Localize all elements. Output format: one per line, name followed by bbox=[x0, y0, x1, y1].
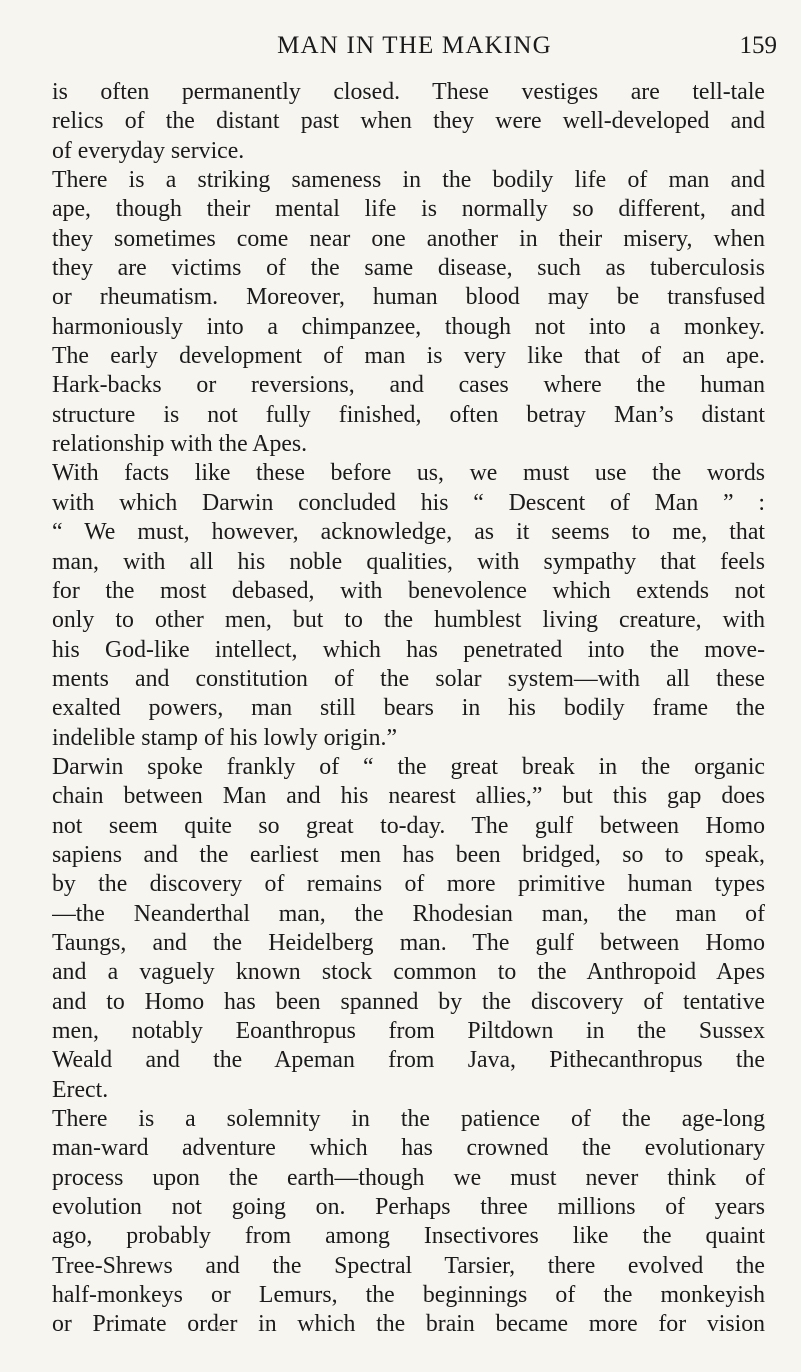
text-line: man-ward adventure which has crowned the evolutionary bbox=[52, 1135, 765, 1162]
text-line: ago, probably from among Insectivores like the quaint bbox=[52, 1223, 765, 1250]
text-line: Darwin spoke frankly of “ the great break in the organic bbox=[52, 753, 765, 780]
text-line: There is a solemnity in the patience of the age-long bbox=[52, 1106, 765, 1133]
printer-mark-icon bbox=[216, 1326, 224, 1332]
text-line: indelible stamp of his lowly origin.” bbox=[52, 724, 398, 751]
text-line: man, with all his noble qualities, with sympathy that feels bbox=[52, 548, 765, 575]
text-line: sapiens and the earliest men has been bridged, so to speak, bbox=[52, 841, 765, 868]
text-line: “ We must, however, acknowledge, as it seems to me, that bbox=[52, 519, 765, 546]
text-line: and a vaguely known stock common to the Anthropoid Apes bbox=[52, 959, 765, 986]
text-line: or Primate order in which the brain became more for vision bbox=[52, 1311, 765, 1338]
text-line: ape, though their mental life is normally so different, and bbox=[52, 196, 765, 223]
text-line: chain between Man and his nearest allies,” but this gap does bbox=[52, 783, 765, 810]
running-head bbox=[52, 28, 777, 68]
text-line: they sometimes come near one another in their misery, when bbox=[52, 225, 765, 252]
text-line: —the Neanderthal man, the Rhodesian man, the man of bbox=[52, 900, 765, 927]
body-text bbox=[52, 78, 765, 1340]
text-line: relationship with the Apes. bbox=[52, 431, 308, 458]
text-line: Taungs, and the Heidelberg man. The gulf between Homo bbox=[52, 929, 765, 956]
text-line: The early development of man is very like that of an ape. bbox=[52, 343, 765, 370]
text-line: of everyday service. bbox=[52, 137, 245, 164]
text-line: half-monkeys or Lemurs, the beginnings of the monkeyish bbox=[52, 1282, 765, 1309]
text-line: exalted powers, man still bears in his bodily frame the bbox=[52, 695, 765, 722]
text-line: only to other men, but to the humblest living creature, with bbox=[52, 607, 765, 634]
page-number: 159 bbox=[739, 32, 777, 59]
text-line: they are victims of the same disease, such as tuberculosis bbox=[52, 255, 765, 282]
text-line: and to Homo has been spanned by the discovery of tentative bbox=[52, 988, 765, 1015]
text-line: is often permanently closed. These vestiges are tell-tale bbox=[52, 79, 765, 105]
text-line: Weald and the Apeman from Java, Pithecanthropus the bbox=[52, 1047, 765, 1074]
text-line: evolution not going on. Perhaps three millions of years bbox=[52, 1194, 765, 1221]
text-line: for the most debased, with benevolence which extends not bbox=[52, 577, 765, 604]
text-line: relics of the distant past when they were well-developed and bbox=[52, 108, 765, 135]
text-line: Tree-Shrews and the Spectral Tarsier, there evolved the bbox=[52, 1252, 765, 1279]
text-line: not seem quite so great to-day. The gulf between Homo bbox=[52, 812, 765, 839]
text-line: Hark-backs or reversions, and cases where the human bbox=[52, 372, 765, 399]
text-line: process upon the earth—though we must never think of bbox=[52, 1164, 765, 1191]
text-line: There is a striking sameness in the bodily life of man and bbox=[52, 167, 765, 194]
text-line: ments and constitution of the solar system—with all these bbox=[52, 665, 765, 692]
text-line: With facts like these before us, we must use the words bbox=[52, 460, 765, 487]
text-line: Erect. bbox=[52, 1076, 109, 1103]
text-line: structure is not fully finished, often betray Man’s distant bbox=[52, 401, 765, 428]
text-line: with which Darwin concluded his “ Descent of Man ” : bbox=[52, 489, 765, 516]
text-line: or rheumatism. Moreover, human blood may be transfused bbox=[52, 284, 765, 311]
text-line: by the discovery of remains of more primitive human types bbox=[52, 871, 765, 898]
text-line: his God-like intellect, which has penetrated into the move- bbox=[52, 636, 765, 663]
running-title: MAN IN THE MAKING bbox=[277, 32, 552, 59]
text-line: men, notably Eoanthropus from Piltdown in the Sussex bbox=[52, 1018, 765, 1044]
text-line: harmoniously into a chimpanzee, though not into a monkey. bbox=[52, 313, 765, 340]
